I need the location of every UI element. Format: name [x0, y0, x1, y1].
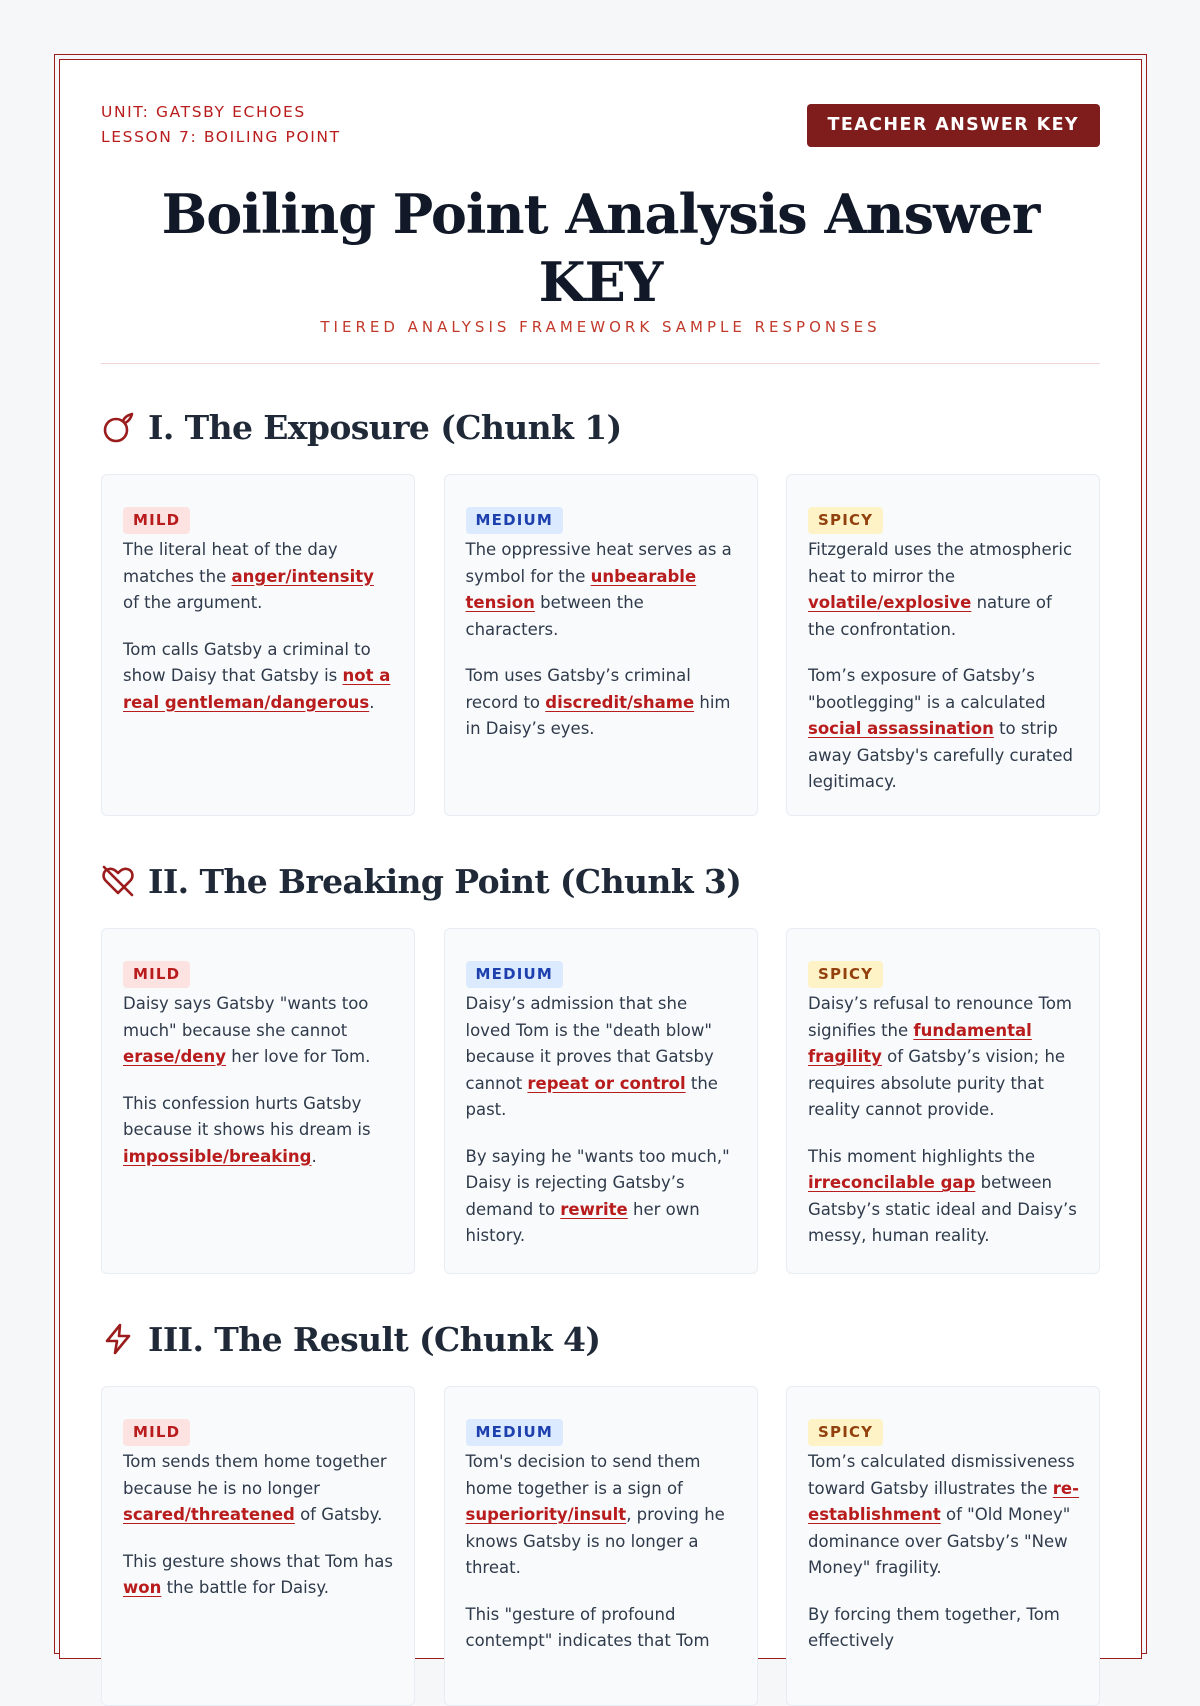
header-divider	[101, 363, 1100, 364]
tier-badge-mild: MILD	[123, 961, 190, 988]
flame-droplet-icon	[101, 410, 135, 444]
section-result	[101, 1316, 1100, 1706]
mild-card	[101, 474, 415, 816]
tier-badge-medium: MEDIUM	[466, 961, 564, 988]
response-paragraph: The oppressive heat serves as a symbol for the unbearable tension between the characters.	[465, 540, 732, 639]
response-paragraph: This confession hurts Gatsby because it shows his dream is impossible/breaking.	[123, 1093, 371, 1166]
medium-card	[444, 928, 758, 1274]
response-paragraph: This moment highlights the irreconcilable gap between Gatsby’s static ideal and Daisy’s messy, human reality.	[808, 1146, 1077, 1245]
answer-highlight: unbearable tension	[465, 566, 697, 612]
response-paragraph: This gesture shows that Tom has won the battle for Daisy.	[123, 1551, 394, 1597]
page-subtitle: TIERED ANALYSIS FRAMEWORK SAMPLE RESPONSES	[320, 318, 881, 336]
response-paragraph: Daisy’s admission that she loved Tom is the "death blow" because it proves that Gatsby cannot repeat or control the past.	[465, 994, 718, 1119]
response-paragraph: Fitzgerald uses the atmospheric heat to mirror the volatile/explosive nature of the confrontation.	[808, 540, 1073, 639]
tier-badge-mild: MILD	[123, 1419, 190, 1446]
response-paragraph: Tom’s exposure of Gatsby’s "bootlegging" is a calculated social assassination to strip away Gatsby's carefully curated legitimacy.	[808, 666, 1074, 791]
section-title: I. The Exposure (Chunk 1)	[148, 407, 622, 447]
response-paragraph: By forcing them together, Tom effectively	[808, 1604, 1060, 1650]
section-title: III. The Result (Chunk 4)	[148, 1319, 601, 1359]
tier-badge-spicy: SPICY	[808, 1419, 883, 1446]
answer-highlight: re-establishment	[808, 1478, 1079, 1524]
lesson-label: LESSON 7: BOILING POINT	[101, 128, 341, 146]
response-paragraph: Tom calls Gatsby a criminal to show Daisy that Gatsby is not a real gentleman/dangerous.	[123, 639, 391, 712]
document-header	[101, 100, 1100, 150]
response-paragraph: Daisy’s refusal to renounce Tom signifies the fundamental fragility of Gatsby’s vision; he requires absolute purity that reality cannot provide.	[808, 994, 1072, 1119]
answer-highlight: scared/threatened	[123, 1505, 295, 1524]
tier-badge-spicy: SPICY	[808, 507, 883, 534]
response-paragraph: This "gesture of profound contempt" indicates that Tom	[465, 1604, 710, 1650]
mild-card	[101, 928, 415, 1274]
response-paragraph: Tom’s calculated dismissiveness toward Gatsby illustrates the re-establishment of "Old Money" dominance over Gatsby’s "New Money" fragility.	[808, 1452, 1079, 1577]
tier-badge-mild: MILD	[123, 507, 190, 534]
response-paragraph: Tom's decision to send them home together is a sign of superiority/insult, proving he knows Gatsby is no longer a threat.	[465, 1452, 725, 1577]
answer-highlight: not a real gentleman/dangerous	[123, 666, 391, 712]
tier-cards	[101, 474, 1100, 816]
answer-highlight: fundamental fragility	[808, 1020, 1032, 1066]
response-paragraph: Tom sends them home together because he is no longer scared/threatened of Gatsby.	[123, 1452, 387, 1524]
answer-highlight: erase/deny	[123, 1047, 227, 1066]
section-exposure	[101, 404, 1100, 816]
heart-off-icon	[101, 864, 135, 898]
mild-card	[101, 1386, 415, 1706]
answer-highlight: anger/intensity	[231, 566, 374, 586]
tier-badge-medium: MEDIUM	[466, 1419, 564, 1446]
tier-cards	[101, 1386, 1100, 1706]
spicy-card	[786, 474, 1100, 816]
response-paragraph: The literal heat of the day matches the anger/intensity of the argument.	[123, 540, 374, 612]
section-title: II. The Breaking Point (Chunk 3)	[148, 861, 742, 901]
section-header	[101, 858, 1100, 904]
answer-highlight: won	[123, 1578, 162, 1597]
tier-badge-spicy: SPICY	[808, 961, 883, 988]
page-title: Boiling Point Analysis Answer KEY	[161, 182, 1040, 314]
tier-cards	[101, 928, 1100, 1274]
answer-highlight: superiority/insult	[465, 1505, 627, 1524]
response-paragraph: Tom uses Gatsby’s criminal record to discredit/shame him in Daisy’s eyes.	[465, 666, 731, 738]
answer-highlight: volatile/explosive	[808, 593, 972, 612]
spicy-card	[786, 1386, 1100, 1706]
answer-highlight: repeat or control	[527, 1073, 686, 1093]
unit-label: UNIT: GATSBY ECHOES	[101, 103, 306, 121]
answer-highlight: impossible/breaking	[123, 1146, 312, 1166]
spicy-card	[786, 928, 1100, 1274]
answer-highlight: irreconcilable gap	[808, 1173, 976, 1192]
section-header	[101, 404, 1100, 450]
medium-card	[444, 474, 758, 816]
teacher-answer-key-badge: TEACHER ANSWER KEY	[807, 104, 1100, 147]
lightning-bolt-icon	[101, 1322, 135, 1356]
response-paragraph: By saying he "wants too much," Daisy is rejecting Gatsby’s demand to rewrite her own history.	[465, 1146, 730, 1245]
response-paragraph: Daisy says Gatsby "wants too much" because she cannot erase/deny her love for Tom.	[123, 994, 371, 1066]
answer-highlight: discredit/shame	[545, 692, 695, 712]
section-breaking-point	[101, 858, 1100, 1274]
section-header	[101, 1316, 1100, 1362]
tier-badge-medium: MEDIUM	[466, 507, 564, 534]
answer-highlight: social assassination	[808, 719, 994, 738]
answer-key-document	[101, 100, 1100, 1706]
medium-card	[444, 1386, 758, 1706]
answer-highlight: rewrite	[560, 1199, 628, 1219]
